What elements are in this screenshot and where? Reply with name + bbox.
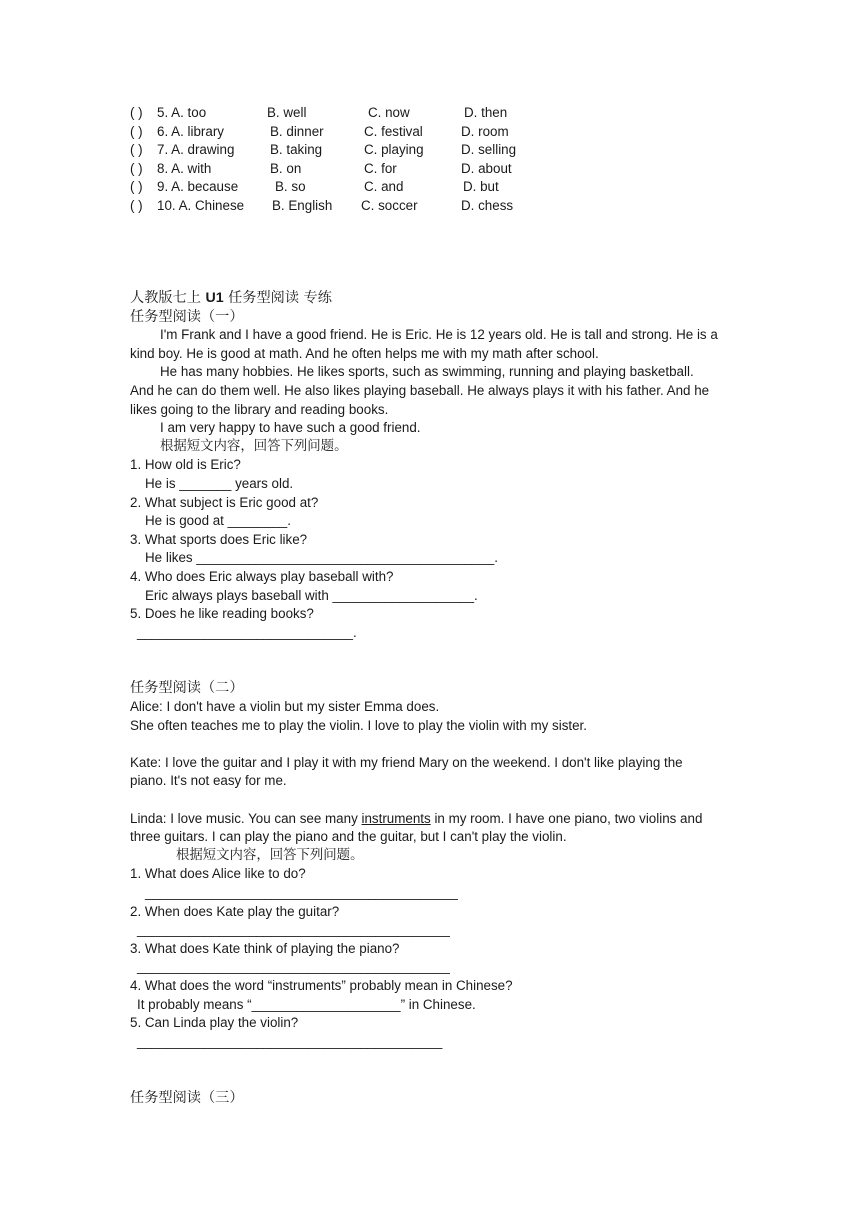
answer-line-2: He is good at ________. <box>145 513 291 529</box>
answer-line-4: Eric always plays baseball with ___________________. <box>145 587 478 603</box>
answer-line-1: __________________________________________ <box>145 885 458 900</box>
question-5: 5. Can Linda play the violin? <box>130 1015 299 1031</box>
answer-blank: ( ) <box>130 105 143 120</box>
spacer <box>130 735 733 754</box>
passage-1-line: likes going to the library and reading books. <box>130 401 389 417</box>
option-b: B. so <box>275 179 306 195</box>
answer-blank: ( ) <box>130 197 143 213</box>
answer-blank: ( ) <box>130 142 143 158</box>
question-2: 2. What subject is Eric good at? <box>130 494 319 510</box>
answer-blank: ( ) <box>130 160 143 176</box>
option-d: D. about <box>461 160 512 176</box>
passage-1-line: He has many hobbies. He likes sports, such as swimming, running and playing basketball. <box>160 364 694 380</box>
option-c: C. for <box>364 160 397 176</box>
passage-2-line: three guitars. I can play the piano and the guitar, but I can't play the violin. <box>130 829 567 845</box>
option-a: 8. A. with <box>157 160 212 176</box>
option-a: 10. A. Chinese <box>157 197 245 213</box>
answer-blank: ( ) <box>130 123 143 139</box>
option-d: D. but <box>463 179 499 195</box>
section-2-instruction: 根据短文内容，回答下列问题。 <box>176 847 364 863</box>
passage-2-line: She often teaches me to play the violin. I love to play the violin with my sister. <box>130 717 588 733</box>
passage-2-line: Linda: I love music. You can see many instruments in my room. I have one piano, two violins and <box>130 810 703 826</box>
answer-line-4: It probably means “____________________” in Chinese. <box>137 996 476 1012</box>
option-c: C. playing <box>364 142 424 158</box>
option-a: 5. A. too <box>157 105 207 120</box>
answer-line-3: __________________________________________ <box>137 959 450 975</box>
section-3-heading: 任务型阅读（三） <box>130 1089 244 1106</box>
option-c: C. festival <box>364 123 423 139</box>
reading-content <box>130 289 733 1107</box>
option-d: D. selling <box>461 142 517 158</box>
option-b: B. English <box>272 197 333 213</box>
spacer <box>130 642 733 679</box>
passage-1-line: kind boy. He is good at math. And he often helps me with my math after school. <box>130 345 599 361</box>
option-a: 9. A. because <box>157 179 239 195</box>
option-a: 6. A. library <box>157 123 224 139</box>
option-c: C. now <box>368 105 410 120</box>
option-c: C. and <box>364 179 404 195</box>
question-1: 1. How old is Eric? <box>130 457 241 473</box>
question-5: 5. Does he like reading books? <box>130 606 314 622</box>
answer-line-1: He is _______ years old. <box>145 475 294 491</box>
option-d: D. room <box>461 123 509 139</box>
answer-line-2: __________________________________________ <box>137 922 450 938</box>
option-b: B. well <box>267 105 307 120</box>
passage-2-line: Kate: I love the guitar and I play it with my friend Mary on the weekend. I don't like playing the <box>130 754 683 770</box>
section-1-instruction: 根据短文内容，回答下列问题。 <box>160 438 348 454</box>
question-4: 4. What does the word “instruments” probably mean in Chinese? <box>130 977 513 993</box>
passage-1-line: I am very happy to have such a good friend. <box>160 420 421 436</box>
question-1: 1. What does Alice like to do? <box>130 866 306 882</box>
option-d: D. then <box>464 105 508 120</box>
option-b: B. dinner <box>270 123 324 139</box>
question-3: 3. What sports does Eric like? <box>130 531 308 547</box>
section-1-heading: 任务型阅读（一） <box>130 308 244 325</box>
option-a: 7. A. drawing <box>157 142 235 158</box>
answer-line-3: He likes ________________________________________. <box>145 550 498 566</box>
underlined-word: instruments <box>361 810 431 826</box>
question-4: 4. Who does Eric always play baseball with? <box>130 568 394 584</box>
answer-line-5: _________________________________________ <box>137 1033 443 1049</box>
question-3: 3. What does Kate think of playing the piano? <box>130 940 400 956</box>
passage-1-line: And he can do them well. He also likes playing baseball. He always plays it with his father. And he <box>130 382 710 398</box>
option-b: B. on <box>270 160 302 176</box>
answer-line-5: _____________________________. <box>137 624 357 640</box>
passage-2-line: piano. It's not easy for me. <box>130 773 287 789</box>
worksheet-title: 人教版七上 U1 任务型阅读 专练 <box>130 290 332 306</box>
answer-blank: ( ) <box>130 179 143 195</box>
section-2-heading: 任务型阅读（二） <box>130 680 244 697</box>
spacer <box>130 1051 733 1088</box>
option-c: C. soccer <box>361 197 418 213</box>
option-d: D. chess <box>461 197 514 213</box>
passage-2-line: Alice: I don't have a violin but my sister Emma does. <box>130 699 440 715</box>
spacer <box>130 791 733 810</box>
question-2: 2. When does Kate play the guitar? <box>130 903 340 919</box>
passage-1-line: I'm Frank and I have a good friend. He is Eric. He is 12 years old. He is tall and strong. He is a <box>160 327 718 343</box>
option-b: B. taking <box>270 142 323 158</box>
